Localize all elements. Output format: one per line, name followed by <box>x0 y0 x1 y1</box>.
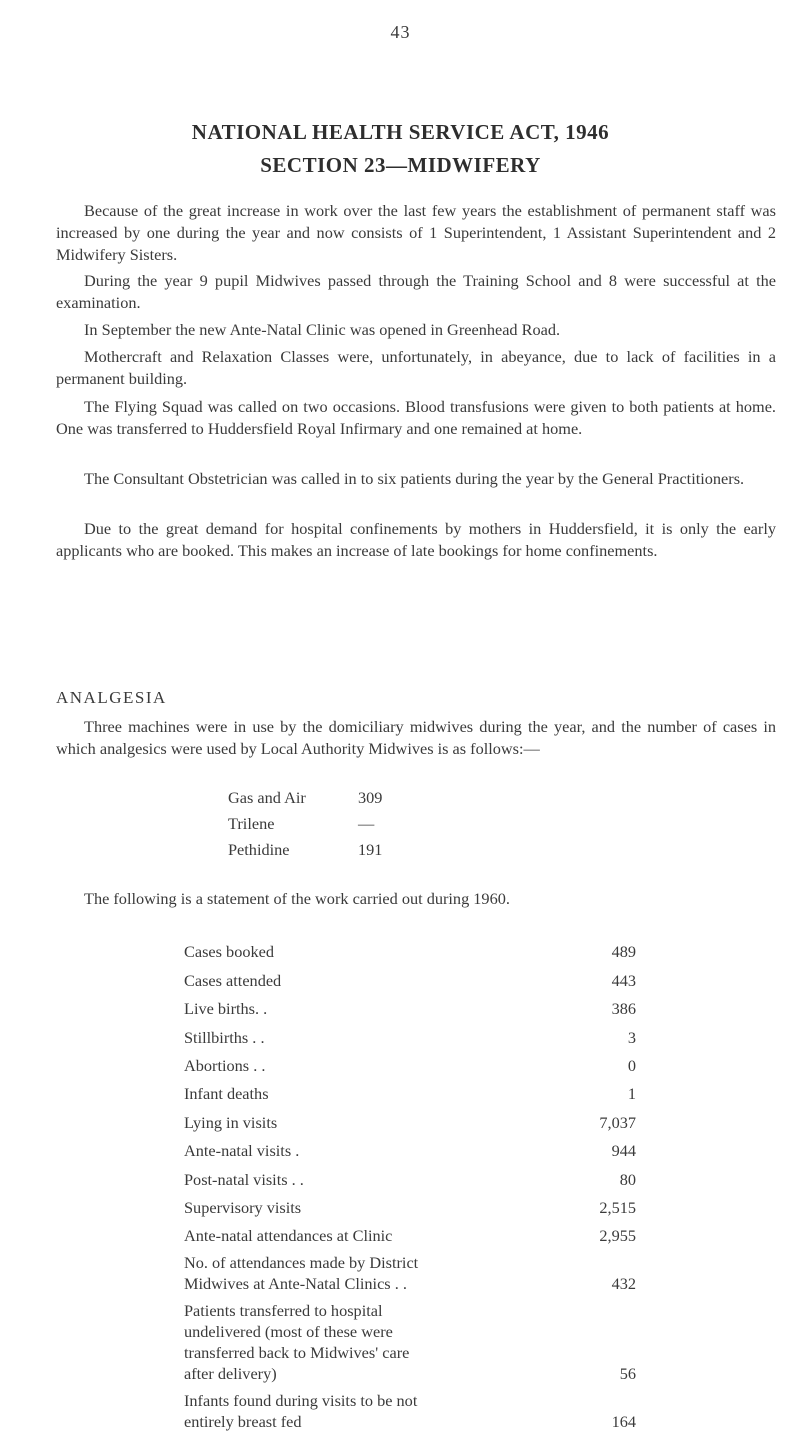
page-number: 43 <box>390 22 411 42</box>
paragraph-consultant: The Consultant Obstetrician was called in to six patients during the year by the General Practitioners. <box>84 469 745 488</box>
row-label: Ante-natal visits . <box>184 1141 300 1161</box>
row-label: Patients transferred to hospital undelivered (most of these were transferred back to Midwives' care after delivery) <box>184 1301 410 1384</box>
row-label: Cases attended <box>184 970 282 990</box>
statement-intro: The following is a statement of the work carried out during 1960. <box>84 889 510 908</box>
row-value: 80 <box>619 1169 636 1189</box>
section-title: SECTION 23—MIDWIFERY <box>260 153 541 177</box>
row-value: 164 <box>611 1412 636 1432</box>
row-label: Cases booked <box>184 942 274 962</box>
table-row <box>184 1048 636 1076</box>
row-value: 443 <box>611 970 636 990</box>
table-row <box>184 1218 636 1246</box>
table-row <box>184 1246 636 1294</box>
row-label: Ante-natal attendances at Clinic <box>184 1226 393 1246</box>
row-label: Infant deaths <box>184 1084 269 1104</box>
analgesia-value: 309 <box>358 788 383 807</box>
analgesia-heading: ANALGESIA <box>56 688 167 707</box>
row-value: 7,037 <box>599 1112 636 1132</box>
row-value: 3 <box>627 1027 636 1047</box>
table-row <box>184 1384 636 1432</box>
analgesia-label: Pethidine <box>228 840 290 859</box>
row-label: No. of attendances made by District Midwives at Ante-Natal Clinics . . <box>184 1253 419 1294</box>
row-value: 1 <box>627 1084 636 1104</box>
row-value: 2,955 <box>599 1226 636 1246</box>
analgesia-value: — <box>358 814 375 833</box>
analgesia-label: Gas and Air <box>228 788 306 807</box>
row-label: Lying in visits <box>184 1112 278 1132</box>
row-label: Stillbirths . . <box>184 1027 265 1047</box>
table-row <box>184 1161 636 1189</box>
row-label: Live births. . <box>184 999 268 1019</box>
row-label: Post-natal visits . . <box>184 1169 304 1189</box>
table-row <box>184 934 636 962</box>
table-row <box>184 1190 636 1218</box>
row-value: 56 <box>619 1364 636 1384</box>
table-row <box>184 1294 636 1384</box>
row-value: 386 <box>611 999 636 1019</box>
paragraph-flying-squad: The Flying Squad was called on two occasions. Blood transfusions were given to both patients at home. One was transferred to Huddersfield Royal Infirmary and one remained at home. <box>56 397 776 438</box>
table-row <box>184 1133 636 1161</box>
analgesia-item <box>228 788 383 808</box>
table-row <box>184 1076 636 1104</box>
row-value: 2,515 <box>599 1197 636 1217</box>
table-row <box>184 991 636 1019</box>
table-row <box>184 1019 636 1047</box>
paragraph-clinic: In September the new Ante-Natal Clinic was opened in Greenhead Road. <box>84 320 561 339</box>
analgesia-item <box>228 840 383 860</box>
row-value: 489 <box>611 942 636 962</box>
analgesia-value: 191 <box>358 840 383 859</box>
row-label: Supervisory visits <box>184 1197 302 1217</box>
analgesia-item <box>228 814 375 834</box>
row-value: 432 <box>611 1274 636 1294</box>
table-row <box>184 1104 636 1132</box>
analgesia-label: Trilene <box>228 814 275 833</box>
paragraph-establishment: Because of the great increase in work over the last few years the establishment of permanent staff was increased by one during the year and now consists of 1 Superintendent, 1 Assistant Superintendent and 2 Midwifery Sisters. <box>56 201 776 264</box>
row-value: 0 <box>627 1055 636 1075</box>
table-row <box>184 962 636 990</box>
paragraph-training: During the year 9 pupil Midwives passed through the Training School and 8 were successful at the examination. <box>56 271 776 312</box>
analgesia-intro: Three machines were in use by the domiciliary midwives during the year, and the number of cases in which analgesics were used by Local Authority Midwives is as follows:— <box>56 717 776 758</box>
row-label: Infants found during visits to be not entirely breast fed <box>184 1391 418 1432</box>
row-value: 944 <box>611 1141 636 1161</box>
paragraph-demand: Due to the great demand for hospital confinements by mothers in Huddersfield, it is only the early applicants who are booked. This makes an increase of late bookings for home confinements. <box>56 519 776 560</box>
statistics-table <box>184 934 636 1432</box>
row-label: Abortions . . <box>184 1055 266 1075</box>
page-title: NATIONAL HEALTH SERVICE ACT, 1946 <box>191 120 610 144</box>
paragraph-mothercraft: Mothercraft and Relaxation Classes were, unfortunately, in abeyance, due to lack of facilities in a permanent building. <box>56 347 776 388</box>
